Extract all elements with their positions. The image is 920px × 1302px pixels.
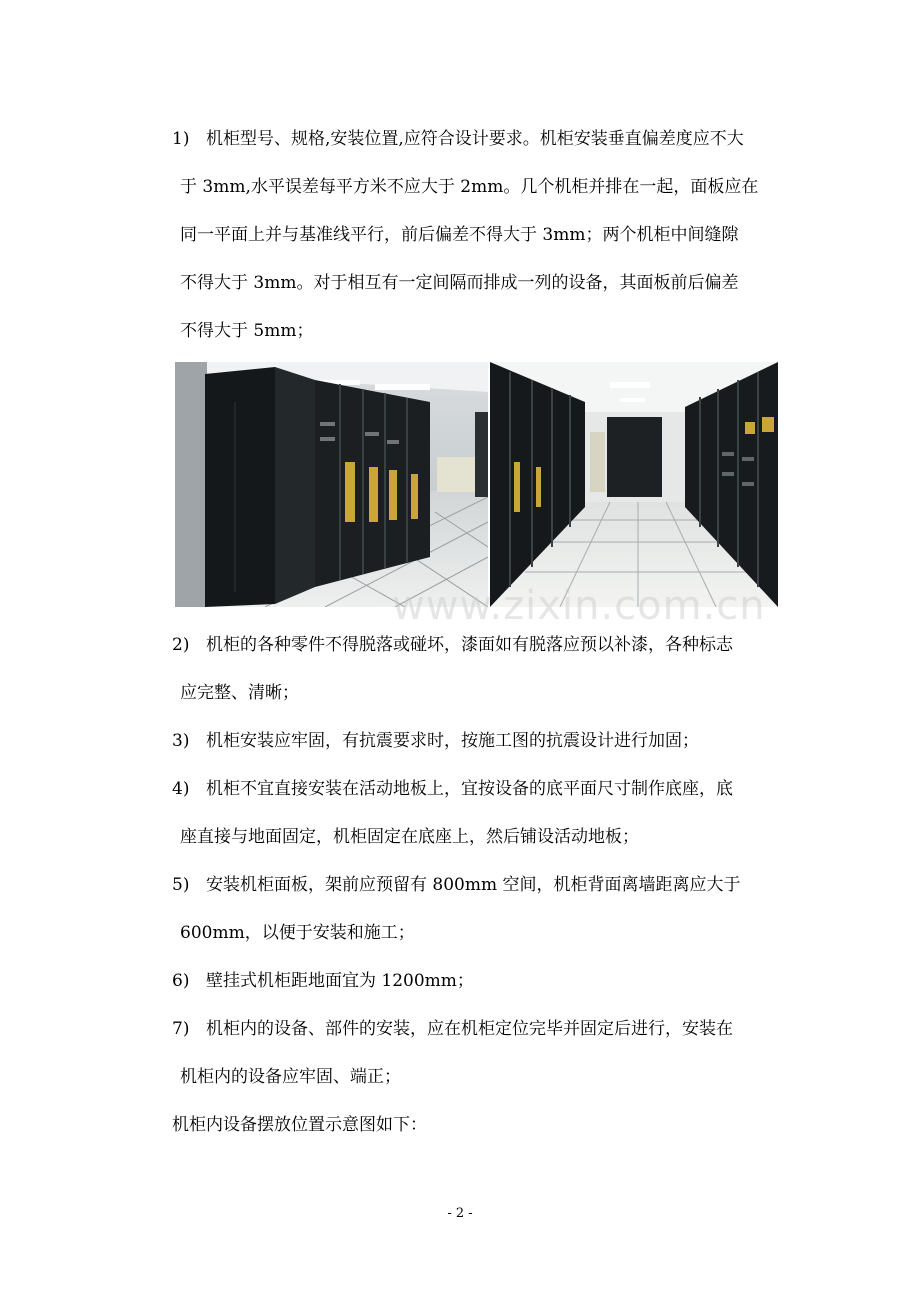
item-text-line: 壁挂式机柜距地面宜为 1200mm；: [206, 971, 474, 991]
item-text-line: 不得大于 3mm。对于相互有一定间隔而排成一列的设备，其面板前后偏差: [180, 273, 739, 293]
item-number: 4): [172, 779, 190, 799]
item-number: 7): [172, 1019, 190, 1039]
item-text-line: 同一平面上并与基准线平行，前后偏差不得大于 3mm；两个机柜中间缝隙: [180, 225, 739, 245]
list-item-5: [172, 861, 784, 957]
item-number: 3): [172, 731, 190, 751]
server-room-photo-right: [490, 362, 778, 607]
item-text-line: 机柜的各种零件不得脱落或碰坏，漆面如有脱落应预以补漆，各种标志: [206, 635, 733, 655]
item-number: 6): [172, 971, 190, 991]
closing-paragraph: 机柜内设备摆放位置示意图如下：: [172, 1115, 427, 1135]
item-text-line: 机柜型号、规格,安装位置,应符合设计要求。机柜安装垂直偏差度应不大: [206, 129, 744, 149]
item-text-line: 机柜安装应牢固，有抗震要求时，按施工图的抗震设计进行加固；: [206, 731, 699, 751]
item-text-line: 于 3mm,水平误差每平方米不应大于 2mm。几个机柜并排在一起，面板应在: [180, 177, 759, 197]
list-item-4: [172, 765, 784, 861]
item-number: 2): [172, 635, 190, 655]
item-text-line: 机柜内的设备应牢固、端正；: [180, 1067, 401, 1087]
item-text-line: 机柜不宜直接安装在活动地板上，宜按设备的底平面尺寸制作底座，底: [206, 779, 733, 799]
item-text-line: 不得大于 5mm；: [180, 321, 314, 341]
server-room-photo-left: [175, 362, 488, 607]
list-item-7: [172, 1005, 784, 1101]
list-item-6: [172, 957, 784, 1005]
watermark: www.zixin.com.cn: [392, 583, 766, 629]
item-number: 5): [172, 875, 190, 895]
page-number: - 2 -: [447, 1206, 473, 1221]
server-room-photos: [175, 362, 778, 607]
list-item-2: [172, 621, 784, 717]
item-text-line: 600mm，以便于安装和施工；: [180, 923, 415, 943]
item-number: 1): [172, 129, 190, 149]
item-text-line: 应完整、清晰；: [180, 683, 299, 703]
item-text-line: 机柜内的设备、部件的安装，应在机柜定位完毕并固定后进行，安装在: [206, 1019, 733, 1039]
list-item-3: [172, 717, 784, 765]
item-text-line: 座直接与地面固定，机柜固定在底座上，然后铺设活动地板；: [180, 827, 639, 847]
item-text-line: 安装机柜面板，架前应预留有 800mm 空间，机柜背面离墙距离应大于: [206, 875, 741, 895]
list-item-1: [172, 115, 784, 355]
